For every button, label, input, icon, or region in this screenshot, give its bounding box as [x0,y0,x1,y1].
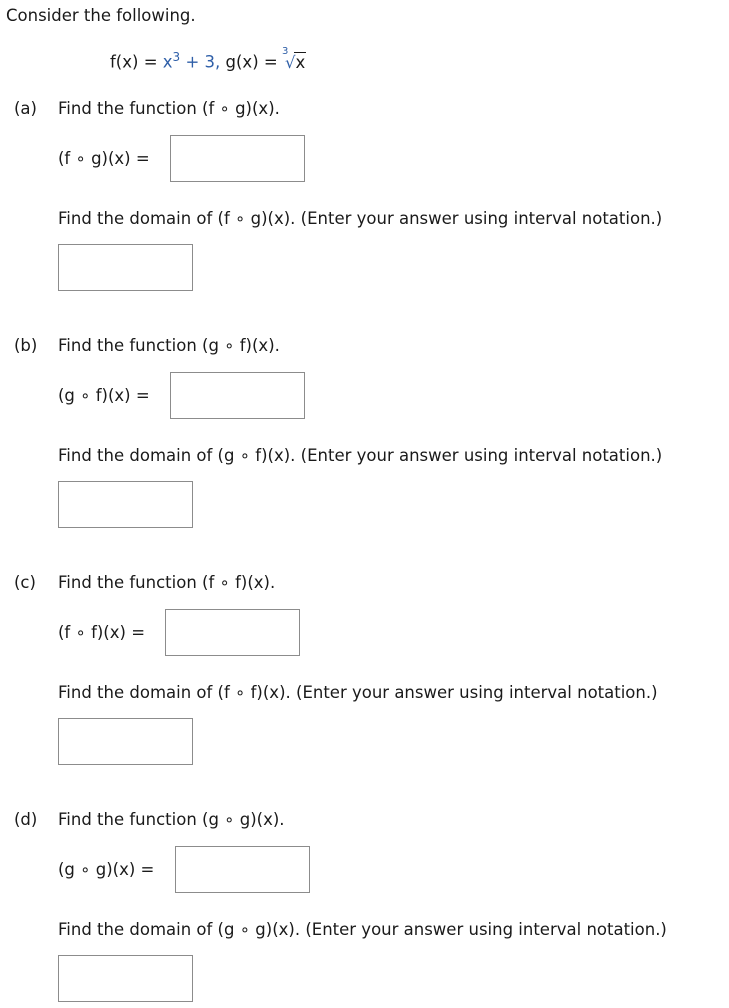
part-b-label: (b) [14,336,38,355]
part-a-domain-input[interactable] [58,244,193,291]
part-a-function-input[interactable] [170,135,305,182]
f-plus-term: + 3, [185,52,221,72]
part-c-answer-label: (f ∘ f)(x) = [58,623,146,642]
part-b-domain-input[interactable] [58,481,193,528]
part-b-prompt: Find the function (g ∘ f)(x). [58,336,280,355]
f-base: x [162,52,173,72]
radical-sign: √ [284,52,296,72]
part-a-answer-label: (f ∘ g)(x) = [58,149,150,168]
intro-text: Consider the following. [6,6,196,25]
part-c-prompt: Find the function (f ∘ f)(x). [58,573,276,592]
radicand: x [295,52,306,72]
part-b-function-input[interactable] [170,372,305,419]
part-c-label: (c) [14,573,36,592]
part-c-domain-prompt: Find the domain of (f ∘ f)(x). (Enter your answer using interval notation.) [58,683,658,702]
part-d-label: (d) [14,810,38,829]
function-definitions [110,45,306,72]
part-b-domain-prompt: Find the domain of (g ∘ f)(x). (Enter your answer using interval notation.) [58,446,663,465]
f-lhs: f(x) = [110,52,158,72]
g-lhs: g(x) = [225,52,278,72]
part-d-answer-label: (g ∘ g)(x) = [58,860,155,879]
part-d-domain-input[interactable] [58,955,193,1002]
part-a-domain-prompt: Find the domain of (f ∘ g)(x). (Enter your answer using interval notation.) [58,209,663,228]
part-d-prompt: Find the function (g ∘ g)(x). [58,810,285,829]
part-c-function-input[interactable] [165,609,300,656]
cube-root-index: 3 [281,45,289,57]
part-d-domain-prompt: Find the domain of (g ∘ g)(x). (Enter your answer using interval notation.) [58,920,667,939]
cube-root-expression [281,45,306,72]
f-exponent: 3 [172,50,181,64]
part-d-function-input[interactable] [175,846,310,893]
part-b-answer-label: (g ∘ f)(x) = [58,386,150,405]
part-c-domain-input[interactable] [58,718,193,765]
part-a-prompt: Find the function (f ∘ g)(x). [58,99,280,118]
part-a-label: (a) [14,99,37,118]
